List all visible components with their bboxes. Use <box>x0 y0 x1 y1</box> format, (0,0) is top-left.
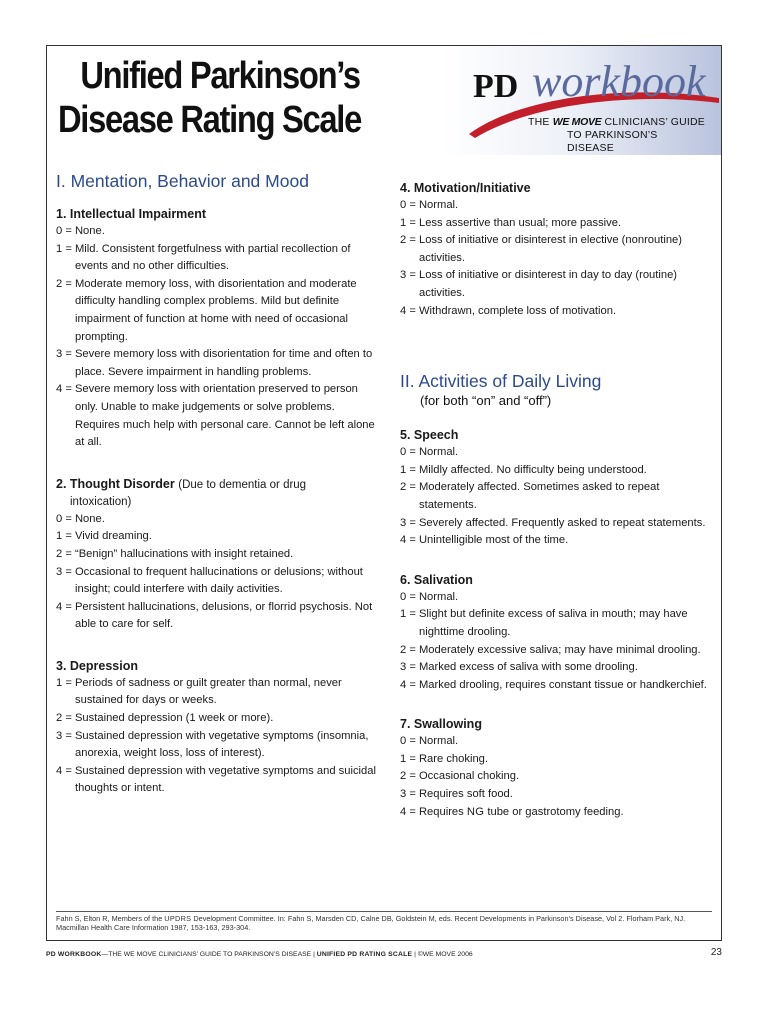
option: 3 = Occasional to frequent hallucinations or delusions; without insight; could interfere with daily activities. <box>56 565 363 596</box>
option: 1 = Periods of sadness or guilt greater than normal, never sustained for days or weeks. <box>56 676 342 707</box>
title-line-1: Unified Parkinson’s <box>80 55 360 97</box>
item-speech <box>400 427 720 550</box>
option: 2 = Loss of initiative or disinterest in elective (nonroutine) activities. <box>400 234 683 264</box>
logo-tag-wemove: WE MOVE <box>552 116 602 128</box>
option: 4 = Persistent hallucinations, delusions, or florrid psychosis. Not able to care for self. <box>56 600 373 631</box>
ref-abbr: UPDRS <box>164 914 192 923</box>
reference-citation <box>56 914 706 932</box>
option: 0 = Normal. <box>400 199 459 211</box>
item-swallowing <box>400 716 720 821</box>
option: 3 = Marked excess of saliva with some drooling. <box>400 661 638 674</box>
option: 3 = Severe memory loss with disorientation for time and often to place. Severe impairment in handling problems. <box>56 348 373 378</box>
footer-brand: PD WORKBOOK <box>46 951 102 958</box>
option-list <box>400 197 720 320</box>
item-title: 1. Intellectual Impairment <box>56 207 207 221</box>
item-note-cont: intoxication) <box>70 495 132 508</box>
option: 1 = Slight but definite excess of saliva in mouth; may have nighttime drooling. <box>400 608 688 638</box>
option-text-post: tube or gastrotomy feeding. <box>484 805 624 818</box>
option: 0 = None. <box>56 225 105 237</box>
section1-heading: I. Mentation, Behavior and Mood <box>56 171 309 191</box>
option-list <box>400 589 720 695</box>
footer-guide: —THE WE MOVE CLINICIANS’ GUIDE TO PARKINSON’S DISEASE | <box>101 951 317 958</box>
option-list <box>56 223 376 452</box>
option-list <box>400 444 720 550</box>
option: 4 = Marked drooling, requires constant tissue or handkerchief. <box>400 678 707 691</box>
left-column <box>56 170 376 814</box>
option: 0 = Normal. <box>400 590 459 603</box>
footer-copyright: | ©WE MOVE 2006 <box>412 951 473 958</box>
option-list <box>56 675 376 798</box>
option: 4 = Severe memory loss with orientation preserved to person only. Unable to make judgements or solve problems. Requires much help with personal care. Cannot be left alone at all. <box>56 383 375 449</box>
option: 1 = Less assertive than usual; more passive. <box>400 216 622 229</box>
option: 3 = Loss of initiative or disinterest in day to day (routine) activities. <box>400 269 678 299</box>
reference-divider <box>56 911 712 912</box>
section2-subheading: (for both “on” and “off”) <box>420 393 552 409</box>
footer-scale: UNIFIED PD RATING SCALE <box>316 951 413 958</box>
right-column <box>400 180 720 837</box>
option-list <box>56 511 376 634</box>
logo-tag-the: THE <box>528 116 550 128</box>
option: 2 = Sustained depression (1 week or more). <box>56 712 274 725</box>
logo-pd-text: PD <box>473 68 519 105</box>
option: 1 = Mild. Consistent forgetfulness with partial recollection of events and no other difficulties. <box>56 242 351 273</box>
page-number: 23 <box>710 947 722 958</box>
item-intellectual-impairment <box>56 206 376 452</box>
section2-header <box>400 370 720 409</box>
item-title <box>56 476 376 511</box>
option: 2 = Moderately affected. Sometimes asked to repeat statements. <box>400 481 660 511</box>
option: 3 = Severely affected. Frequently asked to repeat statements. <box>400 516 706 529</box>
option: 3 = Requires soft food. <box>400 788 513 801</box>
logo-tag-line2: TO PARKINSON’S DISEASE <box>567 129 658 154</box>
option: 1 = Rare choking. <box>400 752 488 765</box>
item-title: 5. Speech <box>400 428 459 443</box>
option: 2 = Occasional choking. <box>400 770 520 783</box>
item-depression <box>56 658 376 798</box>
item-motivation <box>400 180 720 320</box>
logo-tag-line1: CLINICIANS’ GUIDE <box>604 116 705 128</box>
option: 0 = Normal. <box>400 446 459 459</box>
item-title: 7. Swallowing <box>400 717 482 732</box>
option: 1 = Vivid dreaming. <box>56 530 152 543</box>
ref-post: Development Committee. In: Fahn S, Marsden CD, Calne DB, Goldstein M, eds. Recent Developments in Parkinson’s Disease, Vol 2. Florham Park, NJ. Macmillan Health Care Information 1987, 153-163, 293-304. <box>56 914 686 933</box>
option-list <box>400 733 720 821</box>
option: 3 = Sustained depression with vegetative symptoms (insomnia, anorexia, weight loss, loss of interest). <box>56 729 369 760</box>
logo-tagline <box>526 116 706 155</box>
item-title: 3. Depression <box>56 658 138 673</box>
page-footer <box>46 947 722 960</box>
pd-workbook-logo <box>441 46 721 155</box>
item-note: (Due to dementia or drug <box>178 478 307 491</box>
option: 1 = Mildly affected. No difficulty being understood. <box>400 463 647 476</box>
ref-pre: Fahn S, Elton R, Members of the <box>56 914 165 923</box>
option: 4 = Unintelligible most of the time. <box>400 534 569 547</box>
option-text-pre: 4 = Requires <box>400 805 467 818</box>
title-line-2: Disease Rating Scale <box>58 99 361 141</box>
logo-workbook-text: workbook <box>532 57 706 106</box>
section2-heading: II. Activities of Daily Living <box>400 371 602 392</box>
item-salivation <box>400 572 720 695</box>
option: 2 = “Benign” hallucinations with insight retained. <box>56 547 294 560</box>
option <box>400 804 720 822</box>
option: 2 = Moderately excessive saliva; may have minimal drooling. <box>400 643 701 656</box>
item-title: 4. Motivation/Initiative <box>400 181 531 195</box>
option: 4 = Sustained depression with vegetative symptoms and suicidal thoughts or intent. <box>56 764 376 795</box>
item-title: 6. Salivation <box>400 572 473 587</box>
option: 4 = Withdrawn, complete loss of motivation. <box>400 304 617 317</box>
option: 2 = Moderate memory loss, with disorientation and moderate difficulty handling complex problems. Mild but definite impairment of function at home with need of occasional prompting. <box>56 277 357 343</box>
page-title <box>58 54 361 142</box>
item-title-text: 2. Thought Disorder <box>56 476 175 491</box>
item-thought-disorder <box>56 476 376 634</box>
option-abbr: NG <box>466 805 485 818</box>
option: 0 = Normal. <box>400 735 459 748</box>
option: 0 = None. <box>56 512 105 525</box>
